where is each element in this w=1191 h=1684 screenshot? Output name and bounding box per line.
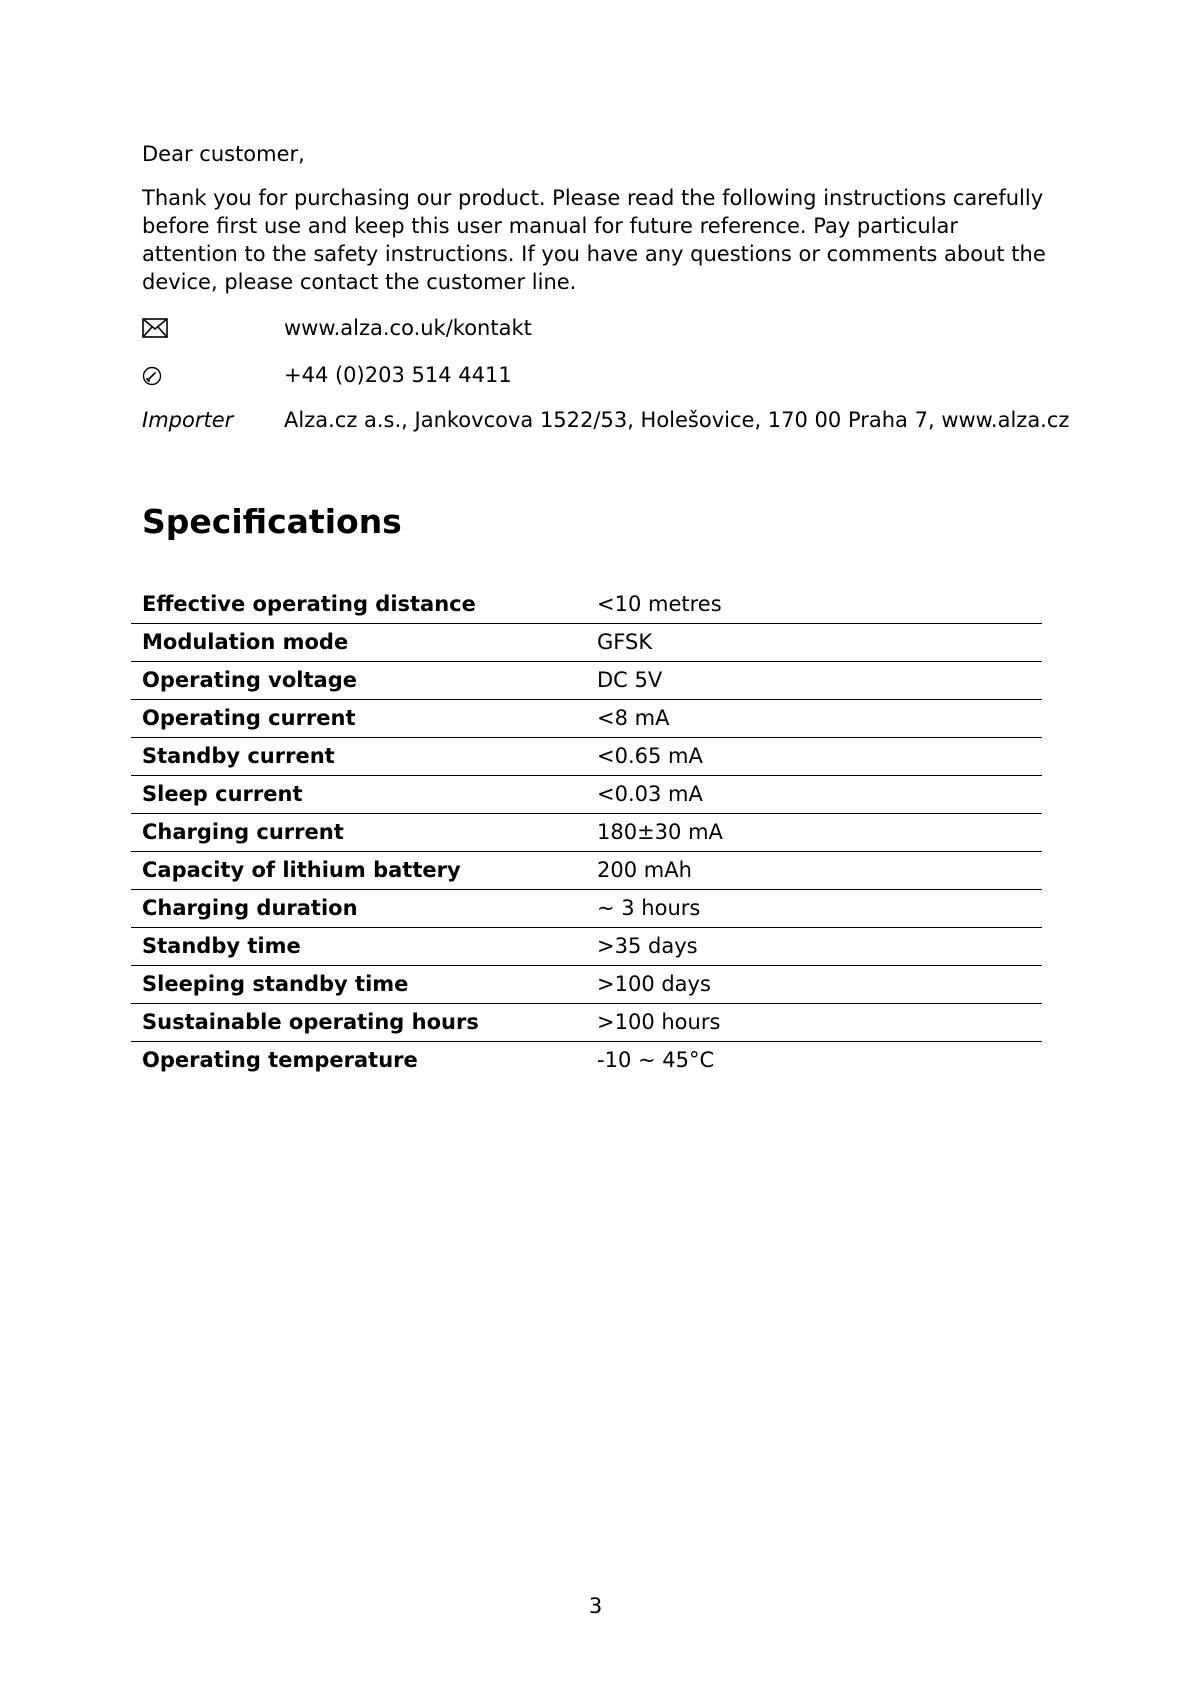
spec-name: Sleeping standby time	[131, 966, 586, 1004]
specifications-table	[131, 586, 1042, 1079]
spec-name: Standby current	[131, 738, 586, 776]
spec-value: 180±30 mA	[586, 814, 1042, 852]
spec-value: <8 mA	[586, 700, 1042, 738]
spec-value: >100 hours	[586, 1004, 1042, 1042]
spec-value: GFSK	[586, 624, 1042, 662]
table-row	[131, 624, 1042, 662]
spec-name: Sustainable operating hours	[131, 1004, 586, 1042]
spec-value: -10 ~ 45°C	[586, 1042, 1042, 1080]
envelope-icon	[142, 318, 168, 338]
table-row	[131, 966, 1042, 1004]
table-row	[131, 814, 1042, 852]
spec-name: Modulation mode	[131, 624, 586, 662]
table-row	[131, 776, 1042, 814]
spec-name: Operating current	[131, 700, 586, 738]
contact-phone-number: +44 (0)203 514 4411	[284, 363, 512, 387]
intro-paragraph: Thank you for purchasing our product. Please read the following instructions carefully before first use and keep this user manual for future reference. Pay particular attention to the safety instructions. If you have any questions or comments about the device, please contact the customer line.	[142, 186, 1046, 294]
table-row	[131, 700, 1042, 738]
spec-value: <0.03 mA	[586, 776, 1042, 814]
table-row	[131, 928, 1042, 966]
table-row	[131, 586, 1042, 624]
greeting: Dear customer,	[142, 142, 305, 166]
spec-name: Capacity of lithium battery	[131, 852, 586, 890]
spec-name: Sleep current	[131, 776, 586, 814]
spec-value: DC 5V	[586, 662, 1042, 700]
spec-name: Charging current	[131, 814, 586, 852]
specifications-heading: Specifications	[142, 502, 402, 541]
contact-email-link[interactable]: www.alza.co.uk/kontakt	[284, 316, 532, 340]
phone-icon	[142, 366, 162, 386]
spec-value: >100 days	[586, 966, 1042, 1004]
table-row	[131, 738, 1042, 776]
spec-name: Charging duration	[131, 890, 586, 928]
table-row	[131, 890, 1042, 928]
spec-name: Operating voltage	[131, 662, 586, 700]
spec-name: Standby time	[131, 928, 586, 966]
spec-value: <10 metres	[597, 592, 722, 616]
spec-value: ~ 3 hours	[586, 890, 1042, 928]
spec-name: Operating temperature	[131, 1042, 586, 1080]
table-row	[131, 662, 1042, 700]
spec-value: >35 days	[586, 928, 1042, 966]
spec-name: Effective operating distance	[142, 592, 476, 616]
table-row	[131, 1004, 1042, 1042]
spec-value: <0.65 mA	[586, 738, 1042, 776]
table-row	[131, 1042, 1042, 1080]
page-number: 3	[588, 1594, 603, 1618]
spec-value: 200 mAh	[586, 852, 1042, 890]
table-row	[131, 852, 1042, 890]
importer-address: Alza.cz a.s., Jankovcova 1522/53, Holešovice, 170 00 Praha 7, www.alza.cz	[284, 408, 1070, 432]
importer-label: Importer	[142, 408, 234, 432]
